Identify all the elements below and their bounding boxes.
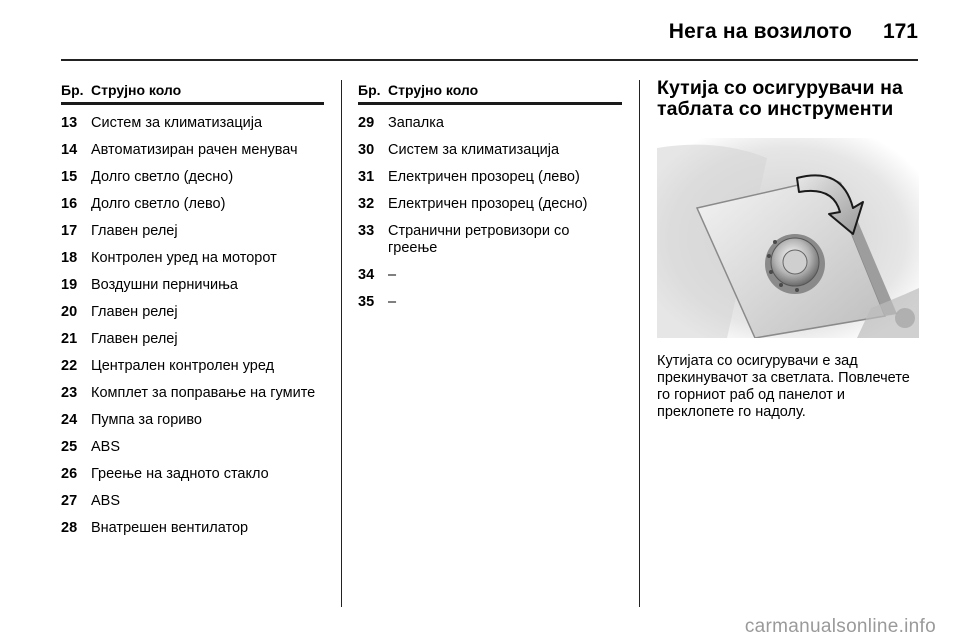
fuse-number: 28	[61, 520, 78, 536]
table-row	[61, 159, 324, 186]
circuit-name: Контролен уред на моторот	[91, 250, 277, 266]
table-row	[358, 284, 622, 311]
circuit-name: –	[388, 294, 397, 310]
table-row	[358, 213, 622, 257]
table-row	[61, 429, 324, 456]
circuit-name: Пумпа за гориво	[91, 412, 202, 428]
column-divider	[341, 80, 342, 607]
fuse-number: 27	[61, 493, 78, 509]
header-rule	[61, 59, 918, 61]
fuse-number: 32	[358, 196, 375, 212]
fuse-box-section	[657, 78, 919, 421]
fuse-number: 16	[61, 196, 78, 212]
column-header-number: Бр.	[358, 82, 381, 98]
circuit-name: Запалка	[388, 115, 444, 131]
circuit-name: –	[388, 267, 397, 283]
fuse-number: 13	[61, 115, 78, 131]
table-row	[61, 186, 324, 213]
table-row	[61, 402, 324, 429]
circuit-name: Воздушни перничиња	[91, 277, 238, 293]
fuse-number: 20	[61, 304, 78, 320]
table-row	[61, 132, 324, 159]
fuse-number: 33	[358, 223, 375, 239]
table-row	[61, 510, 324, 537]
table-row	[61, 483, 324, 510]
fuse-number: 30	[358, 142, 375, 158]
table-row	[61, 348, 324, 375]
fuse-number: 21	[61, 331, 78, 347]
page-title: Нега на возилото	[668, 20, 852, 43]
circuit-name: Централен контролен уред	[91, 358, 275, 374]
circuit-name: Електричен прозорец (лево)	[388, 169, 580, 185]
fuse-number: 23	[61, 385, 78, 401]
fuse-table-left	[61, 80, 324, 537]
table-body	[61, 105, 324, 537]
table-row	[61, 267, 324, 294]
table-row	[61, 456, 324, 483]
fuse-number: 26	[61, 466, 78, 482]
circuit-name: ABS	[91, 439, 121, 455]
fuse-box-illustration	[657, 138, 919, 338]
table-row	[358, 186, 622, 213]
fuse-number: 34	[358, 267, 375, 283]
circuit-name: Систем за климатизација	[91, 115, 263, 131]
fuse-number: 19	[61, 277, 78, 293]
fuse-number: 35	[358, 294, 375, 310]
circuit-name: Внатрешен вентилатор	[91, 520, 249, 536]
table-row	[358, 132, 622, 159]
table-body	[358, 105, 622, 311]
table-row	[61, 213, 324, 240]
circuit-name: Долго светло (лево)	[91, 196, 226, 212]
circuit-name: Странични ретровизори со греење	[388, 223, 570, 256]
circuit-name: Главен релеј	[91, 304, 178, 320]
fuse-number: 25	[61, 439, 78, 455]
circuit-name: Систем за климатизација	[388, 142, 560, 158]
table-row	[358, 159, 622, 186]
page-number: 171	[882, 20, 918, 43]
table-row	[61, 105, 324, 132]
table-row	[61, 240, 324, 267]
fuse-number: 15	[61, 169, 78, 185]
figure-caption: Кутијата со осигурувачи е зад прекинувачот за светлата. Повлечете го горниот раб од панелот и преклопете го надолу.	[657, 353, 910, 420]
circuit-name: Автоматизиран рачен менувач	[91, 142, 298, 158]
fuse-table-right	[358, 80, 622, 311]
fuse-number: 18	[61, 250, 78, 266]
circuit-name: Електричен прозорец (десно)	[388, 196, 588, 212]
circuit-name: Главен релеј	[91, 331, 178, 347]
circuit-name: Главен релеј	[91, 223, 178, 239]
circuit-name: Греење на задното стакло	[91, 466, 269, 482]
circuit-name: ABS	[91, 493, 121, 509]
page-header	[0, 0, 960, 62]
fuse-number: 24	[61, 412, 78, 428]
table-row	[358, 105, 622, 132]
circuit-name: Комплет за поправање на гумите	[91, 385, 316, 401]
column-header-number: Бр.	[61, 82, 84, 98]
table-row	[358, 257, 622, 284]
fuse-number: 14	[61, 142, 78, 158]
fuse-number: 31	[358, 169, 375, 185]
watermark: carmanualsonline.info	[744, 616, 936, 637]
column-header-circuit: Струјно коло	[388, 82, 479, 98]
fuse-number: 17	[61, 223, 78, 239]
table-header	[61, 80, 324, 105]
column-header-circuit: Струјно коло	[91, 82, 182, 98]
circuit-name: Долго светло (десно)	[91, 169, 234, 185]
table-row	[61, 294, 324, 321]
table-row	[61, 375, 324, 402]
fuse-number: 29	[358, 115, 375, 131]
table-header	[358, 80, 622, 105]
table-row	[61, 321, 324, 348]
section-heading: Кутија со осигурувачи на таблата со инструменти	[657, 77, 903, 120]
column-divider	[639, 80, 640, 607]
fuse-number: 22	[61, 358, 78, 374]
